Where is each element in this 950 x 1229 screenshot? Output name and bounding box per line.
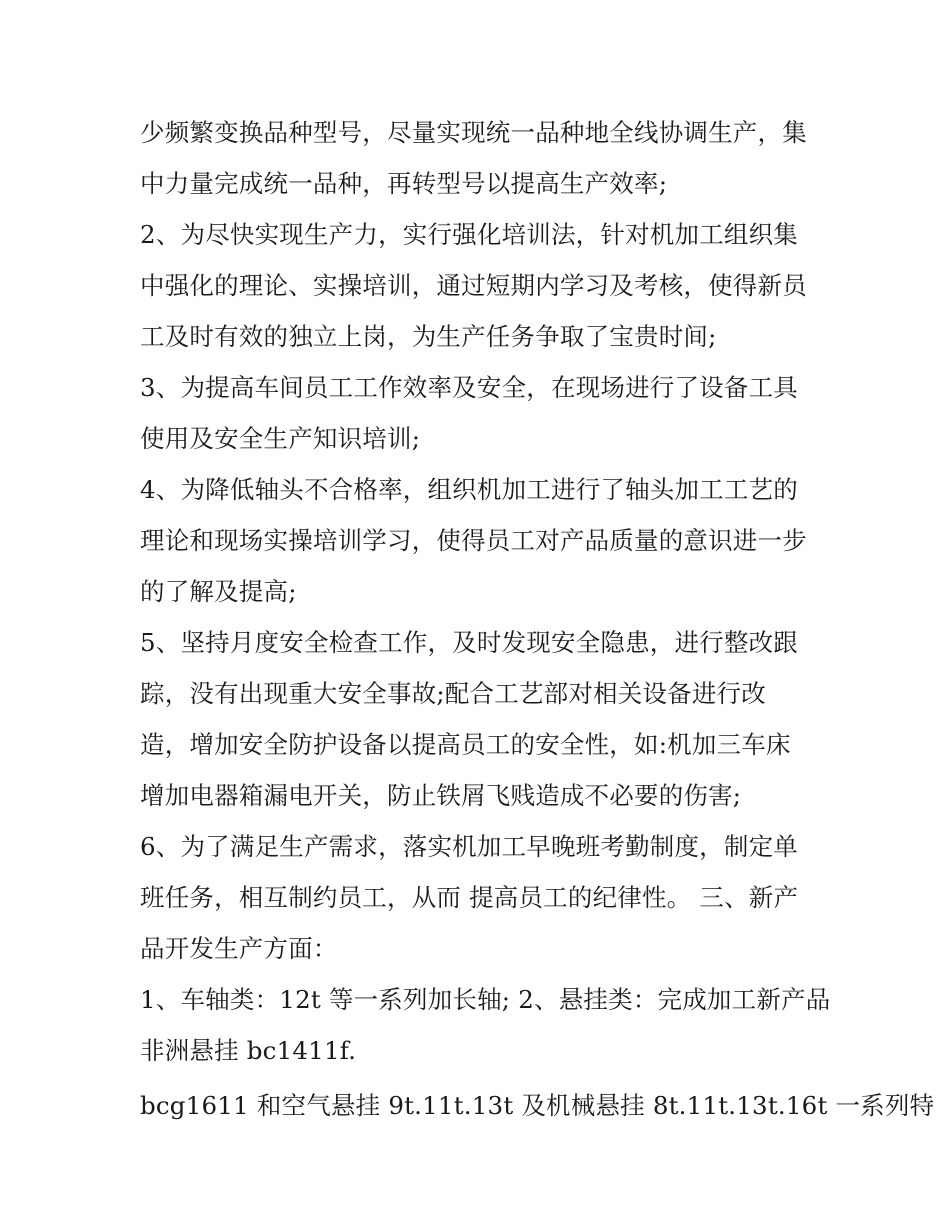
text-line: bcg1611 和空气悬挂 9t.11t.13t 及机械悬挂 8t.11t.13t.16t 一系列特: [140, 1091, 935, 1120]
text-line: 2、为尽快实现生产力，实行强化培训法，针对机加工组织集: [140, 220, 798, 249]
text-line: 工及时有效的独立上岗，为生产任务争取了宝贵时间;: [140, 322, 717, 351]
text-line: 班任务，相互制约员工，从而 提高员工的纪律性。 三、新产: [140, 883, 799, 912]
text-line: 少频繁变换品种型号，尽量实现统一品种地全线协调生产，集: [140, 118, 807, 147]
text-line: 5、坚持月度安全检查工作，及时发现安全隐患，进行整改跟: [140, 628, 798, 657]
text-line: 踪，没有出现重大安全事故;配合工艺部对相关设备进行改: [140, 679, 766, 708]
document-body: [140, 107, 935, 1131]
text-line: 中强化的理论、实操培训，通过短期内学习及考核，使得新员: [140, 271, 807, 300]
text-line: 非洲悬挂 bc1411f.: [140, 1036, 357, 1065]
text-line: 1、车轴类：12t 等一系列加长轴; 2、悬挂类：完成加工新产品: [140, 985, 831, 1014]
text-line: 理论和现场实操培训学习，使得员工对产品质量的意识进一步: [140, 526, 807, 555]
text-line: 中力量完成统一品种，再转型号以提高生产效率;: [140, 169, 668, 198]
text-line: 的了解及提高;: [140, 577, 297, 606]
text-line: 品开发生产方面：: [140, 934, 338, 963]
text-line: 3、为提高车间员工工作效率及安全，在现场进行了设备工具: [140, 373, 798, 402]
text-line: 增加电器箱漏电开关，防止铁屑飞贱造成不必要的伤害;: [140, 781, 742, 810]
text-line: 造，增加安全防护设备以提高员工的安全性，如:机加三车床: [140, 730, 791, 759]
text-line: 使用及安全生产知识培训;: [140, 424, 421, 453]
text-line: 4、为降低轴头不合格率，组织机加工进行了轴头加工工艺的: [140, 475, 798, 504]
text-line: 6、为了满足生产需求，落实机加工早晚班考勤制度，制定单: [140, 832, 798, 861]
